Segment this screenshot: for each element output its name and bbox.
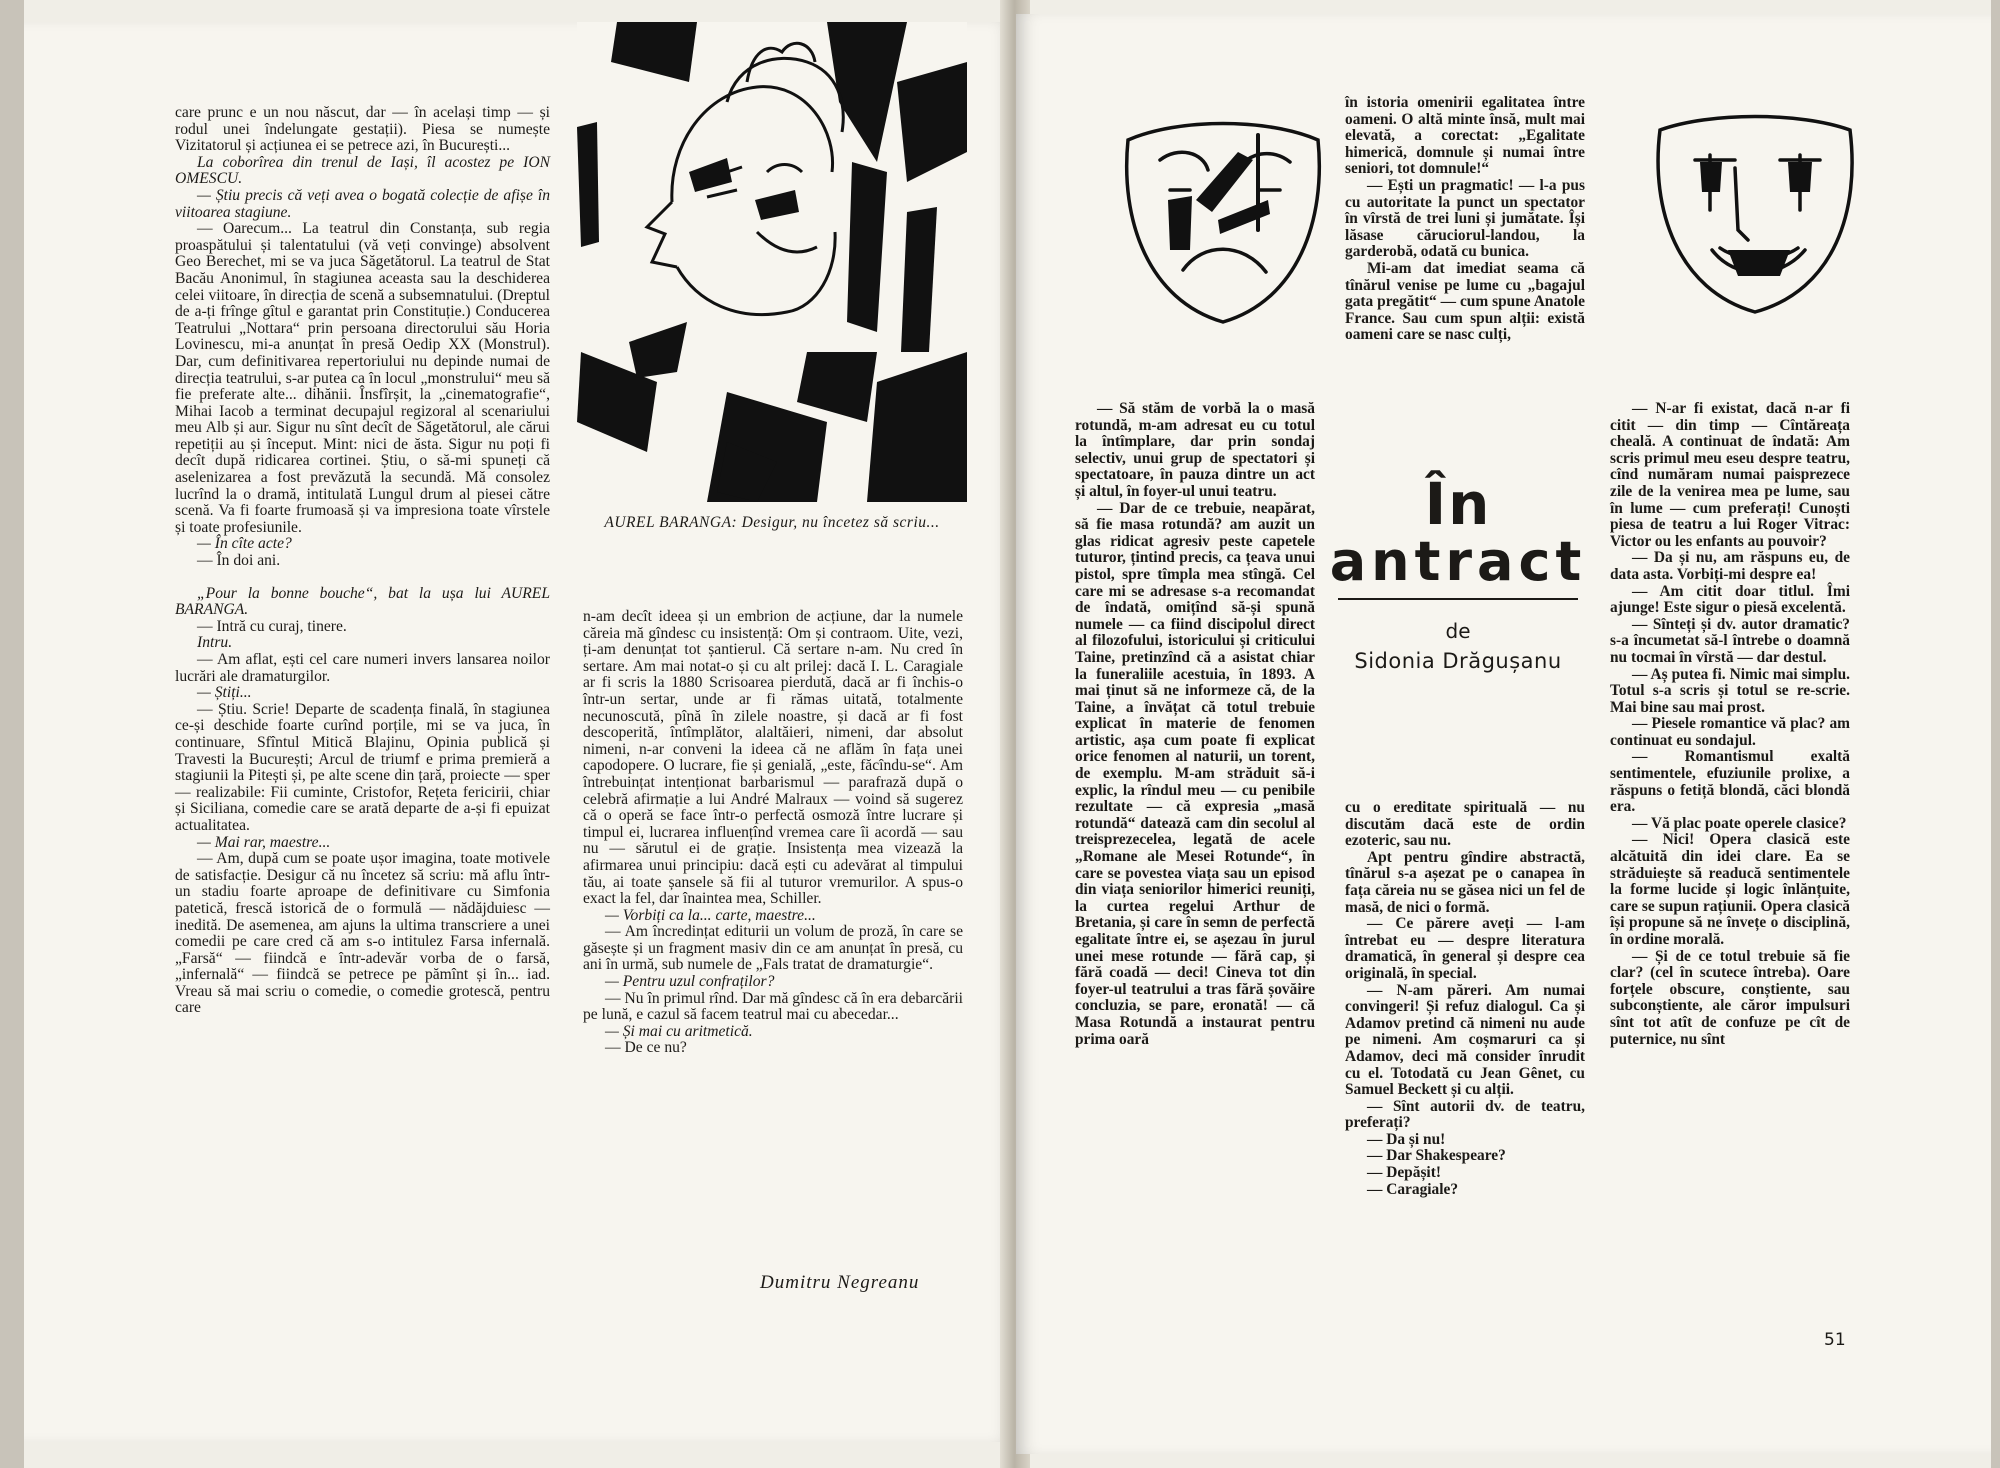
paragraph: — Vorbiți ca la... carte, maestre...	[605, 906, 816, 924]
scan-edge-left	[0, 0, 24, 1468]
paragraph: — Romantismul exaltă sentimentele, efuziunile prolixe, a răspuns o fetiță blondă, căci blondă era.	[1610, 748, 1850, 816]
paragraph: — Intră cu curaj, tinere.	[197, 617, 347, 635]
paragraph: — Ești un pragmatic! — l-a pus cu autoritate la punct un spectator în vîrstă de trei luni și jumătate. Își lăsase căruciorul-landou, la garderobă, odată cu bunica.	[1345, 176, 1585, 261]
right-column-middle-upper	[1345, 95, 1585, 344]
paragraph: — Am citit doar titlul. Îmi ajunge! Este sigur o piesă excelentă.	[1610, 582, 1850, 617]
paragraph: — Da și nu, am răspuns eu, de data asta. Vorbiți-mi despre ea!	[1610, 549, 1850, 583]
article-title-line2: antract	[1329, 530, 1587, 593]
paragraph: — Dar Shakespeare?	[1367, 1147, 1506, 1165]
paragraph: Apt pentru gîndire abstractă, tînărul s-a așezat pe o canapea în fața căreia nu se găsea nici un fel de masă, de nici o formă.	[1345, 848, 1585, 916]
paragraph: n-am decît ideea și un embrion de acțiune, dar la numele căreia mă gîndesc cu insistență: Om și contraom. Uite, vezi, ți-am denunțat tot șantierul. Că sertare n-am. Nu cred în sertare. Am mai notat-o și cu alt prilej: dacă I. L. Caragiale ar fi scris la 1880 Scrisoarea pierdută, dacă ar fi închis-o într-un sertar, unde ar fi rămas uitată, totalmente necunoscută, pînă în zilele noastre, și dacă ar fi fost descoperită, întîmplător, alaltăieri, nimeni, dar absolut nimeni, n-ar conveni la ideea că ne aflăm în fața unei capodopere. O lucrare, fie și genială, „este, făcîndu-se“. Am întrebuințat intenționat barbarismul — parafrază după o celebră afirmație a lui André Malraux — voind să sugerez că o operă se face într-o perfectă osmoză între lucrare și timpul ei, lucrarea influențînd vremea care îi acordă — sau nu — sărutul ei de grație. Insistența mea vizează la afirmarea unui principiu: dacă ești cu adevărat al timpului tău, ai toate șansele să fii al tuturor vremurilor. A spus-o exact la fel, dar înaintea mea, Schiller.	[583, 608, 963, 908]
paragraph: — N-ar fi existat, dacă n-ar fi citit — din timp — Cîntăreața cheală. A continuat de îndată: Am scris primul meu eseu despre teatru, cînd număram numai paisprezece zile de la venirea mea pe lume, sau în lume — cum preferați! Cunoști piesa de teatru a lui Roger Vitrac: Victor ou les enfants au pouvoir?	[1610, 400, 1850, 550]
paragraph: — Oarecum... La teatrul din Constanța, sub regia proaspătului și talentatului (vă veți convinge) absolvent Geo Berechet, mi se va juca Săgetătorul. La teatrul de Stat Bacău Anonimul, în stagiunea aceasta sau la deschiderea celei viitoare, în direcția de scenă a subsemnatului. (Dreptul de a-ți frînge gîtul e garantat prin Constituție.) Conducerea Teatrului „Nottara“ prin persoana directorului său Horia Lovinescu, mi-a anunțat în presă Oedip XX (Monstrul). Dar, cum definitivarea repertoriului nu depinde numai de direcția teatrului, s-ar putea ca în locul „monstrului“ meu să fie preferate alte... dihănii. Însfîrșit, la „cinematografie“, Mihai Iacob a terminat decupajul regizoral al scenariului meu Alb și aur. Sigur nu sînt decît de Săgetătorul, ale cărui repetiții au și început. Mint: nici de ăsta. Sigur nu poți fi decît după ridicarea cortinei. Știu, o să-mi spuneți că aselenizarea a fost prevăzută la secundă. Mă consolez lucrînd la o dramă, intitulată Lungul drum al piesei către scenă. Va fi foarte frumoasă și va impresiona toate vîrstele și toate profesiunile.	[175, 220, 550, 536]
paragraph: Mi-am dat imediat seama că tînărul venise pe lume cu „bagajul gata pregătit“ — cum spune Anatole France. Sau cum spun alții: există oameni care se nasc culți,	[1345, 259, 1585, 344]
paragraph: — Știu precis că veți avea o bogată colecție de afișe în viitoarea stagiune.	[175, 186, 550, 221]
paragraph: — Știu. Scrie! Departe de scadența finală, în stagiunea ce-și deschide foarte curînd porțile, mi se va juca, în continuare, Sfîntul Mitică Blajinu, Opinia publică și Travesti la București; Arcul de triumf e prima premieră a stagiunii la Pitești și, pe alte scene din țară, proiecte — sper — realizabile: Fii cuminte, Cristofor, Rețeta fericirii, chiar și Siciliana, comedie care se arată departe de a-și fi epuizat actualitatea.	[175, 700, 550, 834]
paragraph: — Caragiale?	[1367, 1180, 1459, 1198]
paragraph: — Să stăm de vorbă la o masă rotundă, m-am adresat eu cu totul la întîmplare, dar prin sondaj selectiv, unui grup de spectatori și spectatoare, în pauza dintre un act și altul, în foyer-ul unui teatru.	[1075, 400, 1315, 500]
article-by-label: de	[1445, 619, 1471, 643]
paragraph: — Depășit!	[1367, 1164, 1441, 1182]
paragraph: — Am încredințat editurii un volum de proză, în care se găsește și un fragment masiv din ce am anunțat în presă, cu ani în urmă, sub numele de „Fals tratat de dramaturgie“.	[583, 923, 963, 974]
left-text-column	[175, 105, 550, 1017]
paragraph: — În doi ani.	[197, 552, 281, 570]
sad-theater-mask-drawing	[1108, 100, 1338, 330]
right-column-right	[1610, 401, 1850, 1048]
paragraph: — Știți...	[197, 684, 252, 702]
byline-signature: Dumitru Negreanu	[760, 1272, 920, 1293]
paragraph: — Nici! Opera clasică este alcătuită din idei clare. Ea se străduiește să readucă sentimentele la forme lucide și logic înlănțuite, care se supun rațiunii. Opera clasică își propune să ne învețe o disciplină, în ordine morală.	[1610, 831, 1850, 948]
paragraph: care prunc e un nou născut, dar — în același timp — și rodul unei îndelungate gestații). Piesa se numește Vizitatorul și acțiunea ei se petrece azi, în București...	[175, 104, 550, 155]
paragraph: — Și de ce totul trebuie să fie clar? (cel în scutece întreba). Oare forțele obscure, conștiente, sau subconștiente, ale căror impulsuri sînt tot atît de confuze pe cît de puternice, nu sînt	[1610, 947, 1850, 1048]
paragraph: — Sînteți și dv. autor dramatic? s-a încumetat să-l întrebe o doamnă nu tocmai în vîrstă — dar destul.	[1610, 615, 1850, 666]
article-author: Sidonia Drăgușanu	[1354, 649, 1562, 673]
caricature-caption: AUREL BARANGA: Desigur, nu încetez să scriu...	[604, 514, 940, 531]
paragraph: în istoria omenirii egalitatea între oameni. O altă minte însă, mult mai elevată, a corectat: „Egalitate himerică, domnule și numai între seniori, tot domnule!“	[1345, 94, 1585, 178]
paragraph: — Sînt autorii dv. de teatru, preferați?	[1345, 1097, 1585, 1132]
article-title-line1: În	[1424, 470, 1492, 538]
paragraph: — Piesele romantice vă plac? am continuat eu sondajul.	[1610, 715, 1850, 749]
paragraph: — De ce nu?	[605, 1039, 687, 1057]
paragraph: Intru.	[197, 634, 233, 652]
paragraph: — Nu în primul rînd. Dar mă gîndesc că în era debarcării pe lună, e cazul să facem teatrul mai cu abecedar...	[583, 989, 963, 1024]
paragraph: — Am aflat, ești cel care numeri invers lansarea noilor lucrări ale dramaturgilor.	[175, 651, 550, 685]
paragraph: — În cîte acte?	[197, 535, 292, 553]
paragraph: — Ce părere aveți — l-am întrebat eu — despre literatura dramatică, în general și despre cea originală, în special.	[1345, 915, 1585, 982]
article-title-block	[1328, 470, 1588, 676]
page-number: 51	[1824, 1330, 1846, 1350]
paragraph: cu o ereditate spirituală — nu discutăm dacă este de ordin ezoteric, sau nu.	[1345, 799, 1585, 850]
paragraph: — N-am păreri. Am numai convingeri! Și refuz dialogul. Ca și Adamov pretind că nimeni nu aude pe nimeni. Am coșmaruri ca și Adamov, deci mă consider înrudit cu el. Totodată cu Jean Gênet, cu Samuel Beckett și cu alții.	[1345, 981, 1585, 1099]
caricature-illustration	[577, 22, 967, 502]
right-column-left	[1075, 401, 1315, 1048]
paragraph: — Da și nu!	[1367, 1130, 1446, 1148]
right-column-middle-lower	[1345, 800, 1585, 1198]
scan-edge-right	[1991, 0, 2000, 1468]
paragraph: — Am, după cum se poate ușor imagina, toate motivele de satisfacție. Desigur că nu încetez să scriu: mă aflu într-un stadiu foarte aproape de definitivare cu Simfonia patetică, frescă istorică de o formulă — nădăjduiesc — inedită. De asemenea, am ajuns la ultima transcriere a unei comedii pe care cred că am s-o intitulez Farsa infernală. „Farsă“ — fiindcă e într-adevăr vorba de o farsă, „infernală“ — fiindcă se petrece pe pămînt și în... iad. Vreau să mai scriu o comedie, o comedie grotescă, pentru care	[175, 850, 550, 1017]
paragraph: — Dar de ce trebuie, neapărat, să fie masa rotundă? am auzit un glas ridicat agresiv peste capetele tuturor, țintind precis, ca țeava unui pistol, spre tîmpla mea stîngă. Cel care mi se adresase s-a recomandat de îndată, omițînd să-și spună numele — ca fiind discipolul direct al filozofului, istoricului și criticului Taine, pretinzînd că a asistat chiar la funeraliile acestuia, în 1893. A mai ținut să ne informeze că, de la Taine, a învățat că totul trebuie explicat în materie de fenomen artistic, așa cum poate fi explicat orice fenomen al naturii, un torent, de exemplu. M-am străduit să-i explic, la rîndul meu — cu penibile rezultate — că expresia „masă rotundă“ datează cam din secolul al treisprezecelea, legată de acele „Romane ale Mesei Rotunde“, în care se povestea viața sau un episod din viața seniorilor himerici reuniți, la curtea regelui Arthur de Bretania, și care în semn de perfectă egalitate între ei, se așezau în jurul unei mese rotunde — fără cap, și fără coadă — deci! Cineva tot din foyer-ul teatrului a tras fără șovăire concluzia, se pare, eronată! — că Masa Rotundă a instaurat pentru prima oară	[1075, 499, 1315, 1048]
paragraph: — Mai rar, maestre...	[197, 833, 331, 851]
paragraph: La coborîrea din trenul de Iași, îl acostez pe ION OMESCU.	[175, 153, 550, 188]
paragraph: — Pentru uzul confraților?	[605, 973, 775, 991]
middle-text-column	[583, 609, 963, 1057]
paragraph: „Pour la bonne bouche“, bat la ușa lui AUREL BARANGA.	[175, 584, 550, 619]
happy-theater-mask-drawing	[1640, 100, 1870, 330]
paragraph: — Aș putea fi. Nimic mai simplu. Totul s-a scris și totul se re-scrie. Mai bine sau mai prost.	[1610, 665, 1850, 716]
title-divider	[1338, 598, 1578, 600]
paragraph: — Vă plac poate operele clasice?	[1632, 814, 1847, 832]
paragraph: — Și mai cu aritmetică.	[605, 1022, 753, 1040]
